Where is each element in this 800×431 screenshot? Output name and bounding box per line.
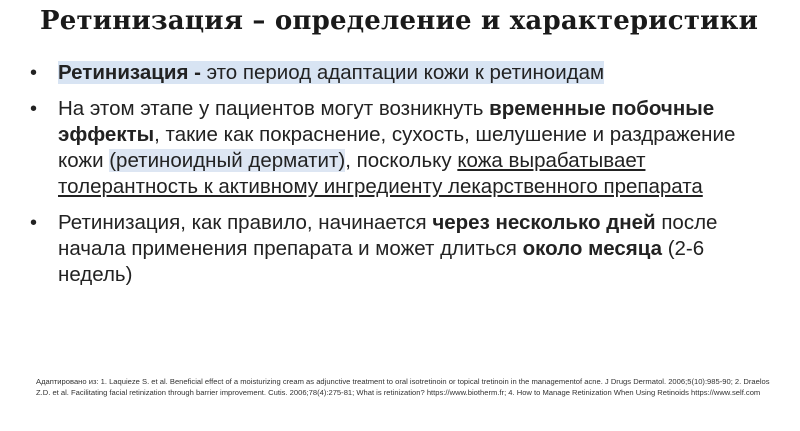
duration-text-2: после начала применения препарата и может длиться: [58, 211, 718, 260]
duration-bold-days: через несколько дней: [432, 211, 656, 234]
duration-text-1: Ретинизация, как правило, начинается: [58, 211, 433, 234]
bullet-list: [28, 60, 768, 298]
retinoid-dermatitis-highlight: (ретиноидный дерматит): [109, 149, 346, 172]
bullet-duration: [28, 210, 768, 288]
references-footnote: Адаптировано из: 1. Laquieze S. et al. Beneficial effect of a moisturizing cream as adjunctive treatment to oral isotretinoin or topical tretinoin in the managementof acne. J Drugs Dermatol. 2006;5(10):985-90; 2. Draelos Z.D. et al. Facilitating facial retinization through barrier improvement. Cutis. 2006;78(4):275-81; What is retinization? https://www.biotherm.fr; 4. How to Manage Retinization When Using Retinoids https://www.self.com: [36, 377, 770, 397]
side-effects-text-1: На этом этапе у пациентов могут возникнуть: [58, 97, 490, 120]
bullet-definition: [28, 60, 768, 86]
definition-text: это период адаптации кожи к ретиноидам: [200, 61, 605, 84]
side-effects-text-3: , поскольку: [345, 149, 458, 172]
side-effects-text-2: , такие как покраснение, сухость, шелушение и раздражение кожи: [58, 123, 736, 172]
duration-text-3: (2-6 недель): [58, 237, 705, 286]
bullet-side-effects: [28, 96, 768, 200]
duration-bold-month: около месяца: [522, 237, 662, 260]
slide-title: Ретинизация – определение и характеристики: [40, 6, 759, 36]
side-effects-bold: временные побочные эффекты: [58, 97, 715, 146]
tolerance-underlined: кожа вырабатывает толерантность к активному ингредиенту лекарственного препарата: [58, 149, 703, 198]
term-retinization: Ретинизация -: [58, 61, 201, 84]
